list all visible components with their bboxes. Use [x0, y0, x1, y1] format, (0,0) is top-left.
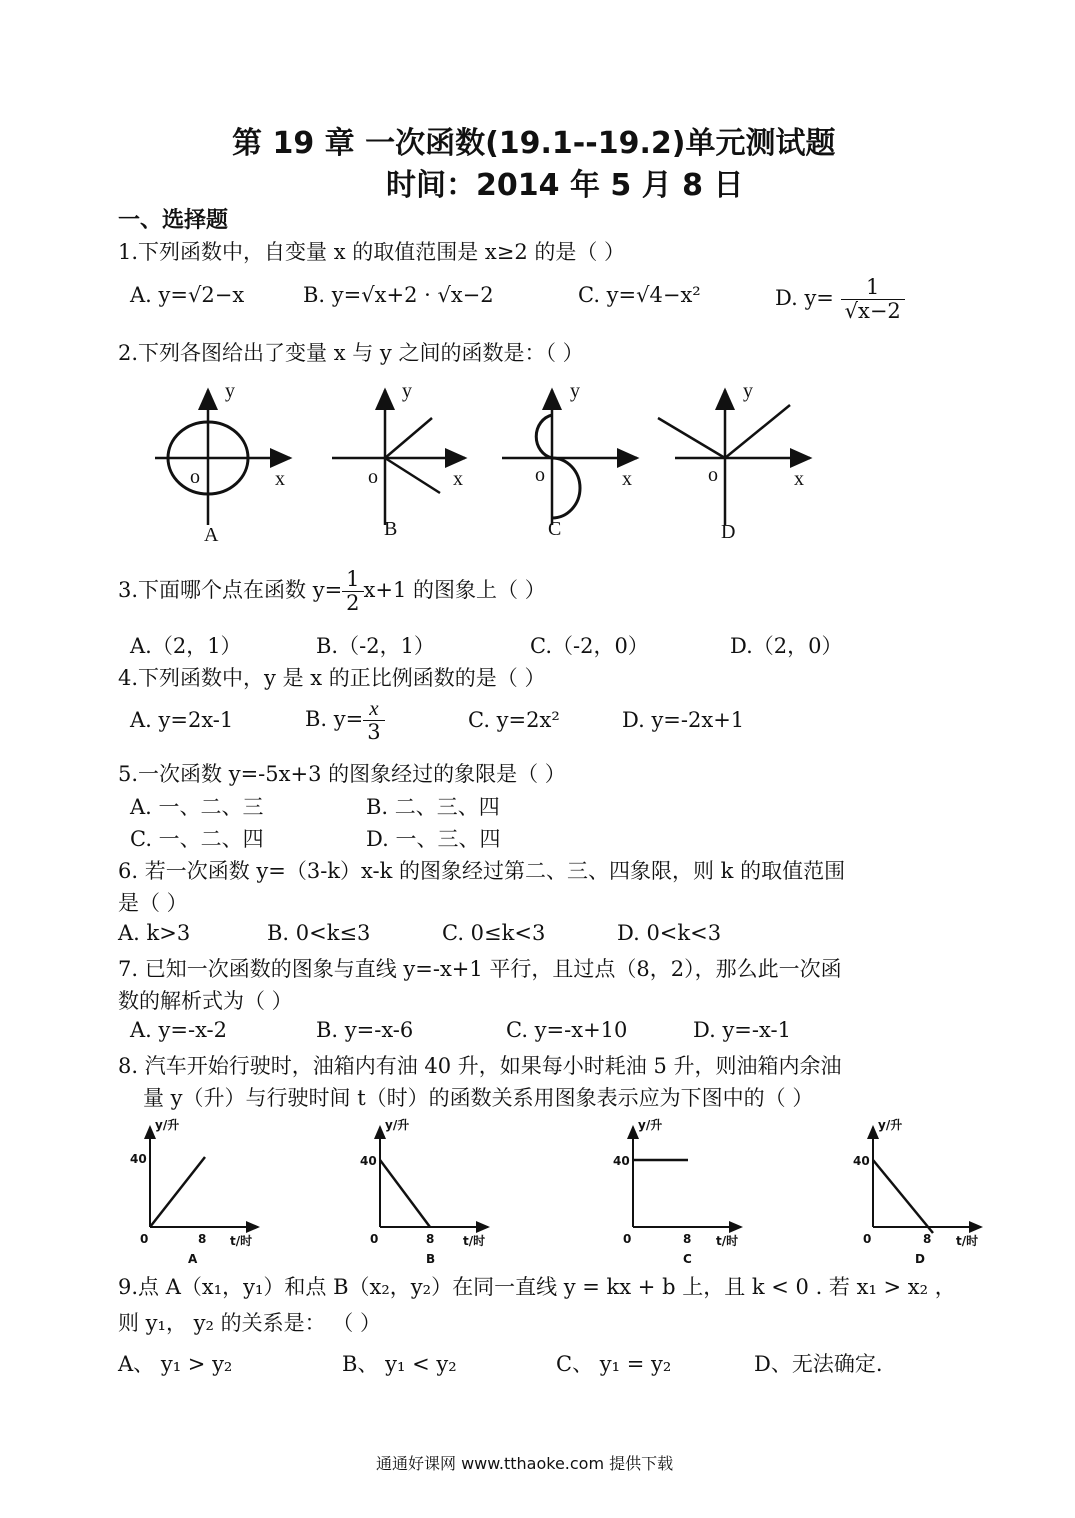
- graph-c-caption: C: [548, 518, 562, 540]
- question-8-stem-line2: 量 y（升）与行驶时间 t（时）的函数关系用图象表示应为下图中的（ ）: [143, 1086, 814, 1110]
- question-1-option-b: B. y=√x+2 · √x−2: [303, 283, 494, 307]
- question-7-option-a: A. y=-x-2: [130, 1018, 228, 1042]
- page-title: 第 19 章 一次函数(19.1--19.2)单元测试题: [232, 126, 836, 161]
- fuel-graph-b-y-label: y/升: [385, 1118, 410, 1132]
- graph-c-y-label: y: [570, 380, 580, 402]
- question-6-option-b: B. 0<k≤3: [267, 921, 371, 945]
- question-4-option-d: D. y=-2x+1: [622, 708, 745, 732]
- graph-c: [502, 390, 637, 525]
- graph-b-x-label: x: [453, 468, 463, 490]
- question-4-option-c: C. y=2x²: [468, 708, 560, 732]
- page-subtitle-date: 时间：2014 年 5 月 8 日: [386, 168, 744, 203]
- fuel-graph-b: [380, 1127, 488, 1227]
- question-3-stem-prefix: 3.下面哪个点在函数 y=: [118, 578, 343, 603]
- question-1-option-c: C. y=√4−x²: [578, 283, 701, 307]
- graph-d-origin-label: o: [708, 464, 718, 486]
- graph-b-y-label: y: [402, 380, 412, 402]
- fuel-graph-d-x8: 8: [923, 1232, 932, 1246]
- graph-a-y-label: y: [225, 380, 235, 402]
- question-9-option-b: B、 y₁ < y₂: [342, 1352, 457, 1376]
- fuel-graph-a-caption: A: [188, 1252, 198, 1266]
- question-8-stem-line1: 8. 汽车开始行驶时，油箱内有油 40 升，如果每小时耗油 5 升，则油箱内余油: [118, 1054, 842, 1078]
- graph-a-x-label: x: [275, 468, 285, 490]
- question-5-option-b: B. 二、三、四: [366, 795, 500, 819]
- fuel-graph-b-x-label: t/时: [463, 1234, 486, 1248]
- fuel-graph-d-y40: 40: [853, 1154, 870, 1168]
- question-3-stem: [118, 568, 546, 615]
- question-9-option-a: A、 y₁ > y₂: [118, 1352, 233, 1376]
- question-4-option-a: A. y=2x-1: [130, 708, 234, 732]
- question-1-option-d: [775, 276, 905, 323]
- question-6-stem-line2: 是（ ）: [118, 891, 188, 915]
- fuel-graph-c-y40: 40: [613, 1154, 630, 1168]
- fuel-graph-d-caption: D: [915, 1252, 925, 1266]
- question-9-stem-line2: 则 y₁， y₂ 的关系是： （ ）: [118, 1311, 381, 1335]
- question-1-option-d-prefix: D. y=: [775, 286, 834, 311]
- question-9-option-c: C、 y₁ = y₂: [556, 1352, 672, 1376]
- fraction-denominator: 2: [346, 591, 360, 616]
- question-7-stem-line2: 数的解析式为（ ）: [118, 989, 293, 1013]
- question-2-stem: 2.下列各图给出了变量 x 与 y 之间的函数是：（ ）: [118, 341, 584, 365]
- question-4-option-b-fraction: [363, 697, 384, 744]
- section-heading: 一、选择题: [118, 208, 229, 233]
- fuel-graph-c-x8: 8: [683, 1232, 692, 1246]
- graph-b-origin-label: o: [368, 466, 378, 488]
- question-3-fraction: [342, 568, 363, 615]
- question-4-stem: 4.下列函数中，y 是 x 的正比例函数的是（ ）: [118, 666, 546, 690]
- fuel-graph-a-x-label: t/时: [230, 1234, 253, 1248]
- fraction-denominator: 3: [367, 720, 381, 745]
- graph-d-x-label: x: [794, 468, 804, 490]
- graph-d-caption: D: [721, 521, 736, 543]
- graph-d: [658, 390, 810, 525]
- fraction-denominator: √x−2: [844, 299, 901, 324]
- page-footer: 通通好课网 www.tthaoke.com 提供下载: [376, 1454, 674, 1473]
- fuel-graph-c: [633, 1127, 741, 1227]
- question-1-option-d-fraction: [841, 276, 905, 323]
- fuel-graph-c-y-label: y/升: [638, 1118, 663, 1132]
- question-5-option-c: C. 一、二、四: [130, 827, 264, 851]
- question-6-stem-line1: 6. 若一次函数 y=（3-k）x-k 的图象经过第二、三、四象限，则 k 的取值范围: [118, 859, 846, 883]
- question-7-option-c: C. y=-x+10: [506, 1018, 628, 1042]
- question-7-stem-line1: 7. 已知一次函数的图象与直线 y=-x+1 平行，且过点（8，2），那么此一次函: [118, 957, 842, 981]
- graph-a-caption: A: [204, 524, 219, 546]
- question-3-option-c: C.（-2，0）: [530, 634, 649, 658]
- question-8-graphs: [118, 1115, 988, 1270]
- fuel-graph-b-x8: 8: [426, 1232, 435, 1246]
- question-7-option-b: B. y=-x-6: [316, 1018, 414, 1042]
- fuel-graph-d: [873, 1127, 981, 1233]
- question-3-option-a: A.（2，1）: [130, 634, 242, 658]
- fuel-graph-c-x-label: t/时: [716, 1234, 739, 1248]
- fuel-graph-b-zero: 0: [370, 1232, 379, 1246]
- fuel-graph-a-x8: 8: [198, 1232, 207, 1246]
- graph-d-y-label: y: [743, 380, 753, 402]
- fuel-graph-d-zero: 0: [863, 1232, 872, 1246]
- fraction-numerator: x: [363, 697, 384, 721]
- question-3-option-d: D.（2，0）: [730, 634, 843, 658]
- graph-a-origin-label: o: [190, 466, 200, 488]
- fraction-numerator: 1: [342, 568, 363, 592]
- graph-c-origin-label: o: [535, 464, 545, 486]
- question-9-option-d: D、无法确定.: [754, 1352, 883, 1376]
- graph-b: [332, 390, 465, 525]
- fuel-graph-a: [150, 1127, 258, 1227]
- fuel-graph-c-caption: C: [683, 1252, 692, 1266]
- fuel-graph-d-y-label: y/升: [878, 1118, 903, 1132]
- question-6-option-d: D. 0<k<3: [617, 921, 722, 945]
- fuel-graph-b-caption: B: [426, 1252, 436, 1266]
- fuel-graph-a-zero: 0: [140, 1232, 149, 1246]
- question-3-stem-suffix: x+1 的图象上（ ）: [363, 578, 546, 603]
- question-5-option-d: D. 一、三、四: [366, 827, 501, 851]
- question-6-option-a: A. k>3: [118, 921, 191, 945]
- question-6-option-c: C. 0≤k<3: [442, 921, 546, 945]
- fraction-numerator: 1: [841, 276, 905, 300]
- question-5-stem: 5.一次函数 y=-5x+3 的图象经过的象限是（ ）: [118, 762, 566, 786]
- question-4-option-b-prefix: B. y=: [305, 707, 364, 732]
- question-2-graphs: [140, 375, 840, 550]
- question-5-option-a: A. 一、二、三: [130, 795, 264, 819]
- fuel-graph-c-zero: 0: [623, 1232, 632, 1246]
- fuel-graph-d-x-label: t/时: [956, 1234, 979, 1248]
- graph-b-caption: B: [384, 518, 398, 540]
- question-1-option-a: A. y=√2−x: [130, 283, 245, 307]
- fuel-graph-b-y40: 40: [360, 1154, 377, 1168]
- graph-a: [155, 390, 290, 525]
- fuel-graph-a-y-label: y/升: [155, 1118, 180, 1132]
- question-9-stem-line1: 9.点 A（x₁，y₁）和点 B（x₂，y₂）在同一直线 y = kx + b 上，且 k < 0 . 若 x₁ > x₂ ，: [118, 1275, 956, 1299]
- question-4-option-b: [305, 697, 385, 744]
- fuel-graph-a-y40: 40: [130, 1152, 147, 1166]
- question-1-stem: 1.下列函数中，自变量 x 的取值范围是 x≥2 的是（ ）: [118, 240, 626, 264]
- question-3-option-b: B.（-2，1）: [316, 634, 435, 658]
- question-7-option-d: D. y=-x-1: [693, 1018, 791, 1042]
- graph-c-x-label: x: [622, 468, 632, 490]
